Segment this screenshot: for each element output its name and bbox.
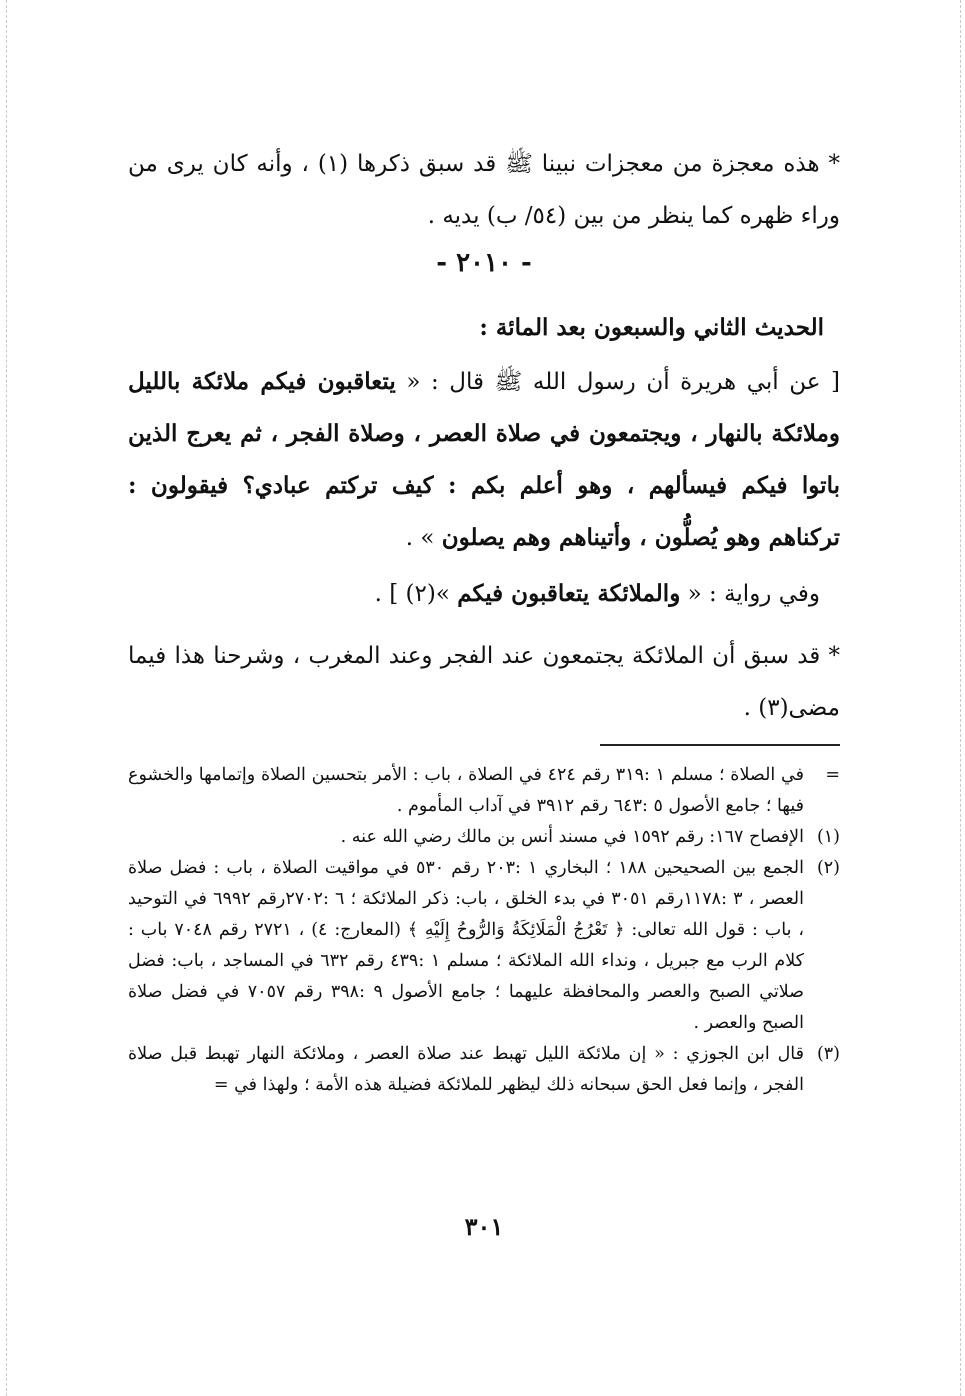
variant-close: »(٢) ] .	[374, 581, 450, 607]
variant-intro: وفي رواية : «	[687, 581, 820, 607]
footnote-text: في الصلاة ؛ مسلم ١ :٣١٩ رقم ٤٢٤ في الصلاة ، باب : الأمر بتحسين الصلاة وإتمامها والخشوع فيها ؛ جامع الأصول ٥ :٦٤٣ رقم ٣٩١٢ في آداب المأموم .	[128, 765, 804, 816]
book-page	[128, 0, 840, 1396]
hadith-quote: يتعاقبون فيكم ملائكة بالليل وملائكة بالنهار ، ويجتمعون في صلاة العصر ، وصلاة الفجر ، ثم يعرج الذين باتوا فيكم فيسألهم ، وهو أعلم بكم : كيف تركتم عبادي؟ فيقولون : تركناهم وهو يُصلُّون ، وأتيناهم وهم يصلون	[128, 368, 840, 551]
page-edge-right	[960, 0, 961, 1396]
variant-quote: والملائكة يتعاقبون فيكم	[457, 580, 681, 607]
page-edge-left	[6, 0, 7, 1396]
footnote-mark: =	[825, 765, 840, 785]
hadith-heading: الحديث الثاني والسبعون بعد المائة :	[479, 314, 824, 341]
footnote-separator	[600, 744, 840, 746]
page-number: ٣٠١	[464, 1212, 504, 1241]
footnotes	[128, 760, 840, 1101]
footnote-2	[128, 853, 840, 1039]
footnote-mark: (٣)	[816, 1044, 840, 1064]
hadith-close: » .	[405, 525, 435, 551]
footnote-text: قال ابن الجوزي : « إن ملائكة الليل تهبط عند صلاة العصر ، وملائكة النهار تهبط قبل صلاة الفجر ، وإنما فعل الحق سبحانه ذلك ليظهر للملائكة فضيلة هذه الأمة ؛ ولهذا في =	[128, 1044, 804, 1095]
footnote-continuation	[128, 760, 840, 822]
hadith-number: - ٢٠١٠ -	[436, 248, 532, 278]
commentary-paragraph-1: * هذه معجزة من معجزات نبينا ﷺ قد سبق ذكرها (١) ، وأنه كان يرى من وراء ظهره كما ينظر من بين (٥٤/ ب) يديه .	[128, 151, 840, 229]
footnote-mark: (٢)	[816, 858, 840, 878]
footnote-3	[128, 1039, 840, 1101]
hadith-intro: [ عن أبي هريرة أن رسول الله ﷺ قال : «	[406, 369, 841, 395]
hadith-text	[128, 356, 840, 564]
variant-narration	[375, 568, 820, 620]
footnote-1	[128, 822, 840, 853]
footnote-mark: (١)	[816, 827, 840, 847]
footnote-text: الإفصاح ١٦٧: رقم ١٥٩٢ في مسند أنس بن مالك رضي الله عنه .	[340, 827, 804, 847]
commentary-paragraph-2: * قد سبق أن الملائكة يجتمعون عند الفجر وعند المغرب ، وشرحنا هذا فيما مضى(٣) .	[128, 643, 840, 721]
footnote-text: الجمع بين الصحيحين ١٨٨ ؛ البخاري ١ :٢٠٣ رقم ٥٣٠ في مواقيت الصلاة ، باب : فضل صلاة العصر ، ٣ :١١٧٨رقم ٣٠٥١ في بدء الخلق ، باب: ذكر الملائكة ؛ ٦ :٢٧٠٢رقم ٦٩٩٢ في التوحيد ، باب : قول الله تعالى: ﴿ تَعْرُجُ الْمَلَائِكَةُ وَالرُّوحُ إِلَيْهِ ﴾ (المعارج: ٤) ، ٢٧٢١ رقم ٧٠٤٨ باب : كلام الرب مع جبريل ، ونداء الله الملائكة ؛ مسلم ١ :٤٣٩ رقم ٦٣٢ في المساجد ، باب: فضل صلاتي الصبح والعصر والمحافظة عليهما ؛ جامع الأصول ٩ :٣٩٨ رقم ٧٠٥٧ في فضل صلاة الصبح والعصر .	[128, 858, 805, 1033]
